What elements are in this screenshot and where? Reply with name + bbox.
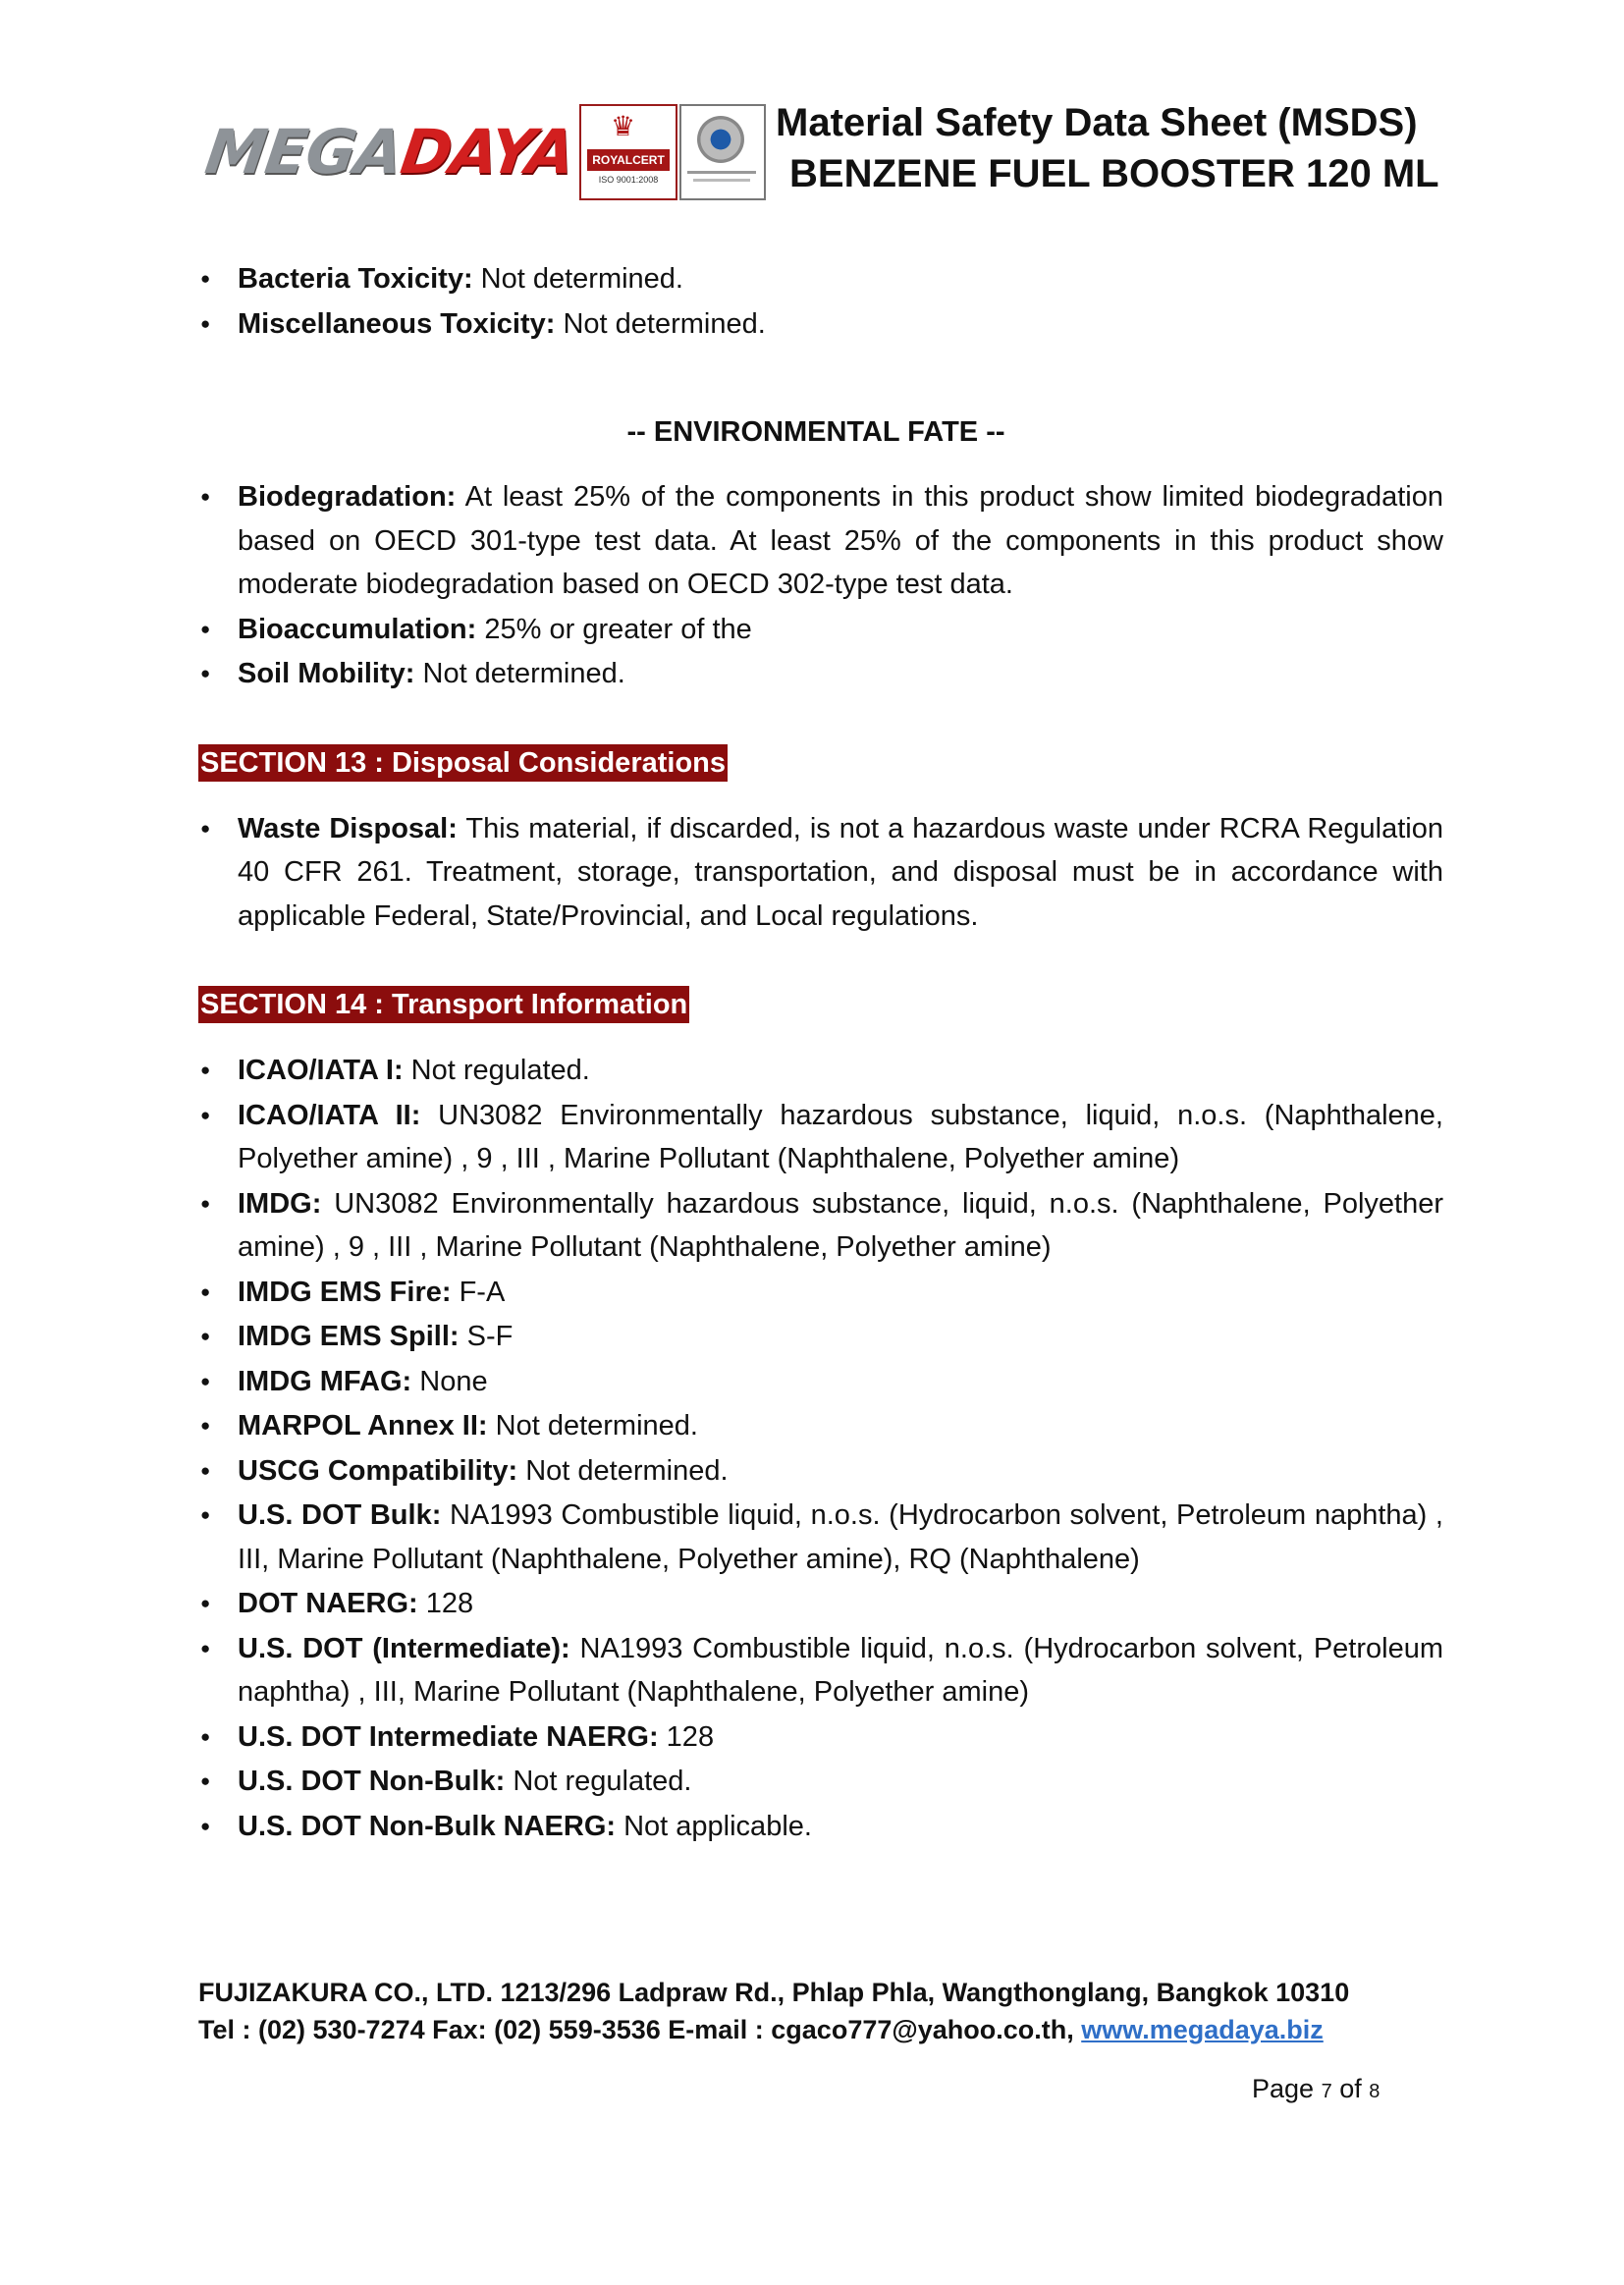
list-item: ● IMDG EMS Fire: F-A xyxy=(198,1271,1443,1315)
logo-part-daya: DAYA xyxy=(396,116,579,188)
list-item: ● Bacteria Toxicity: Not determined. xyxy=(198,257,1443,301)
list-item: ● ICAO/IATA I: Not regulated. xyxy=(198,1049,1443,1093)
product-name: BENZENE FUEL BOOSTER 120 ML xyxy=(789,152,1439,195)
gear-icon xyxy=(697,116,744,163)
company-contact: Tel : (02) 530-7274 Fax: (02) 559-3536 E-mail : cgaco777@yahoo.co.th, www.megadaya.biz xyxy=(198,2015,1324,2044)
toxicity-list xyxy=(198,257,1443,346)
disposal-list xyxy=(198,807,1443,939)
section-14-heading: SECTION 14 : Transport Information xyxy=(198,986,689,1023)
transport-list xyxy=(198,1049,1443,1848)
list-item: ● DOT NAERG: 128 xyxy=(198,1582,1443,1626)
website-link[interactable]: www.megadaya.biz xyxy=(1081,2015,1324,2044)
list-item: ● U.S. DOT Bulk: NA1993 Combustible liquid, n.o.s. (Hydrocarbon solvent, Petroleum naphtha) , III, Marine Pollutant (Naphthalene, Polyether amine), RQ (Naphthalene) xyxy=(198,1494,1443,1581)
megadaya-logo xyxy=(201,118,578,187)
document-body xyxy=(198,257,1443,1849)
list-item: ● U.S. DOT Non-Bulk: Not regulated. xyxy=(198,1760,1443,1804)
list-item: ● Miscellaneous Toxicity: Not determined. xyxy=(198,302,1443,347)
list-item: ● IMDG: UN3082 Environmentally hazardous substance, liquid, n.o.s. (Naphthalene, Polyether amine) , 9 , III , Marine Pollutant (Naphthalene, Polyether amine) xyxy=(198,1182,1443,1270)
list-item: ● U.S. DOT Non-Bulk NAERG: Not applicable. xyxy=(198,1805,1443,1849)
logo-part-mega: MEGA xyxy=(200,116,407,188)
list-item: ● ICAO/IATA II: UN3082 Environmentally hazardous substance, liquid, n.o.s. (Naphthalene, Polyether amine) , 9 , III , Marine Pollutant (Naphthalene, Polyether amine) xyxy=(198,1094,1443,1181)
list-item: ● USCG Compatibility: Not determined. xyxy=(198,1449,1443,1494)
accreditation-logo xyxy=(679,104,766,200)
iso-label: ISO 9001:2008 xyxy=(598,175,659,185)
environmental-fate-heading: -- ENVIRONMENTAL FATE -- xyxy=(626,416,1005,448)
page-footer xyxy=(198,1974,1377,2048)
crown-icon: ♛ xyxy=(611,111,636,141)
royalcert-label: ROYALCERT xyxy=(587,149,670,171)
list-item: ● U.S. DOT (Intermediate): NA1993 Combustible liquid, n.o.s. (Hydrocarbon solvent, Petroleum naphtha) , III, Marine Pollutant (Naphthalene, Polyether amine) xyxy=(198,1627,1443,1714)
environmental-list xyxy=(198,475,1443,696)
list-item: ● Biodegradation: At least 25% of the components in this product show limited biodegradation based on OECD 301-type test data. At least 25% of the components in this product show moderate biodegradation based on OECD 302-type test data. xyxy=(198,475,1443,607)
royalcert-logo xyxy=(579,104,677,200)
section-13-heading: SECTION 13 : Disposal Considerations xyxy=(198,744,728,782)
list-item: ● Bioaccumulation: 25% or greater of the xyxy=(198,608,1443,652)
company-address: FUJIZAKURA CO., LTD. 1213/296 Ladpraw Rd., Phlap Phla, Wangthonglang, Bangkok 10310 xyxy=(198,1978,1350,2007)
list-item: ● U.S. DOT Intermediate NAERG: 128 xyxy=(198,1715,1443,1760)
document-title: Material Safety Data Sheet (MSDS) xyxy=(776,101,1418,144)
list-item: ● Soil Mobility: Not determined. xyxy=(198,652,1443,696)
list-item: ● Waste Disposal: This material, if discarded, is not a hazardous waste under RCRA Regulation 40 CFR 261. Treatment, storage, transportation, and disposal must be in accordance with applicable Federal, State/Provincial, and Local regulations. xyxy=(198,807,1443,939)
list-item: ● MARPOL Annex II: Not determined. xyxy=(198,1404,1443,1448)
page-header xyxy=(200,98,1439,206)
page-number: Page 7 of 8 xyxy=(1252,2074,1380,2103)
list-item: ● IMDG EMS Spill: S-F xyxy=(198,1315,1443,1359)
list-item: ● IMDG MFAG: None xyxy=(198,1360,1443,1404)
